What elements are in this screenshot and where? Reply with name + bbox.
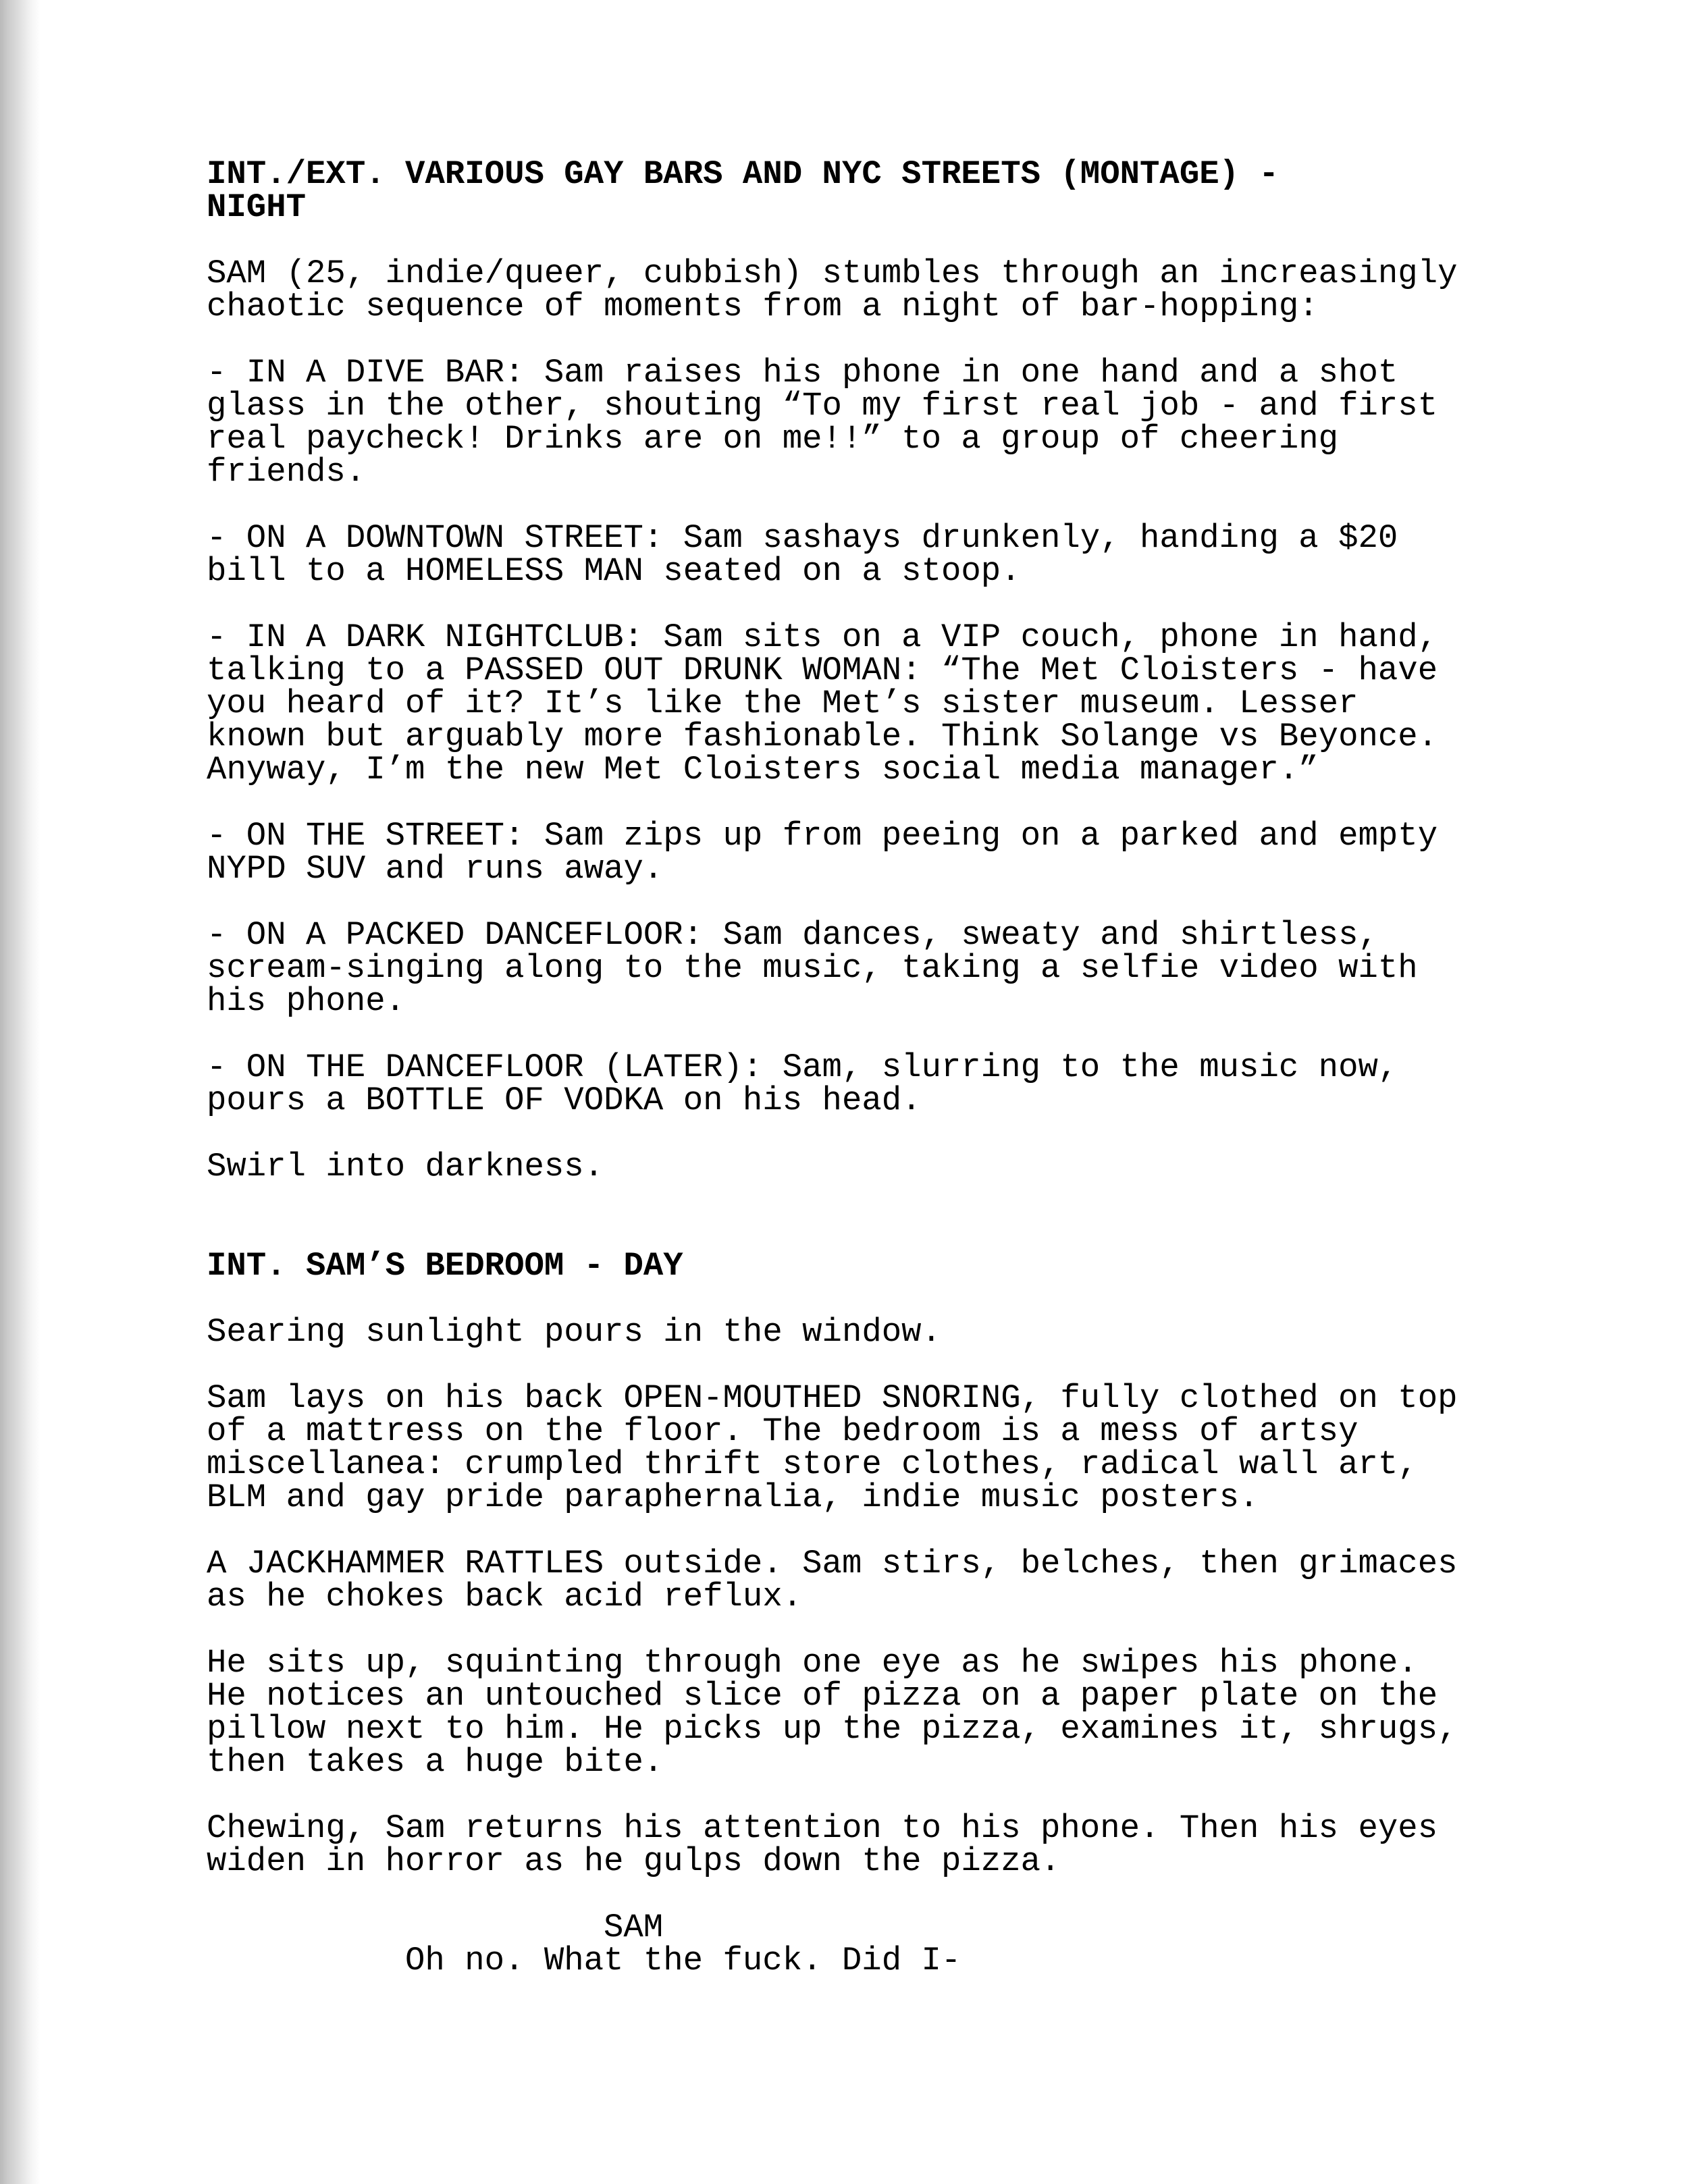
action-line: SAM (25, indie/queer, cubbish) stumbles through an increasingly <box>207 255 1458 292</box>
action-paragraph <box>207 1644 1557 1781</box>
action-line: He sits up, squinting through one eye as he swipes his phone. <box>207 1644 1418 1682</box>
action-line: - ON THE DANCEFLOOR (LATER): Sam, slurring to the music now, <box>207 1048 1398 1086</box>
transition-action <box>207 1148 1557 1186</box>
action-line: - ON A DOWNTOWN STREET: Sam sashays drunkenly, handing a $20 <box>207 519 1398 557</box>
action-line: widen in horror as he gulps down the pizza. <box>207 1842 1061 1880</box>
montage-beat-street <box>207 817 1557 888</box>
action-line: as he chokes back acid reflux. <box>207 1578 803 1616</box>
action-line: friends. <box>207 453 366 491</box>
scene-heading-line: INT./EXT. VARIOUS GAY BARS AND NYC STREETS (MONTAGE) - <box>207 155 1279 193</box>
action-paragraph <box>207 1379 1557 1516</box>
action-line: miscellanea: crumpled thrift store clothes, radical wall art, <box>207 1445 1418 1483</box>
scene-heading <box>207 1247 1557 1285</box>
scene-heading-line: NIGHT <box>207 188 307 226</box>
action-line: Chewing, Sam returns his attention to his phone. Then his eyes <box>207 1809 1438 1847</box>
action-line: - IN A DARK NIGHTCLUB: Sam sits on a VIP couch, phone in hand, <box>207 618 1438 656</box>
action-line: then takes a huge bite. <box>207 1743 664 1781</box>
character-cue: SAM <box>604 1909 664 1946</box>
action-line: - ON A PACKED DANCEFLOOR: Sam dances, sweaty and shirtless, <box>207 916 1378 954</box>
action-line: - ON THE STREET: Sam zips up from peeing on a parked and empty <box>207 817 1438 855</box>
action-line: pours a BOTTLE OF VODKA on his head. <box>207 1082 922 1119</box>
action-line: bill to a HOMELESS MAN seated on a stoop. <box>207 552 1021 590</box>
dialogue-block <box>207 1911 1557 1977</box>
action-line: Swirl into darkness. <box>207 1148 604 1186</box>
action-paragraph <box>207 1809 1557 1880</box>
dialogue-line: Oh no. What the fuck. Did I- <box>405 1942 961 1979</box>
screenplay-page <box>207 155 1557 1979</box>
montage-beat-dive-bar <box>207 356 1557 489</box>
action-line: Searing sunlight pours in the window. <box>207 1313 941 1351</box>
montage-beat-dancefloor-later <box>207 1048 1557 1119</box>
action-line: He notices an untouched slice of pizza on a paper plate on the <box>207 1677 1438 1715</box>
action-line: chaotic sequence of moments from a night of bar-hopping: <box>207 288 1319 325</box>
montage-beat-packed-dancefloor <box>207 916 1557 1020</box>
action-line: BLM and gay pride paraphernalia, indie music posters. <box>207 1479 1259 1516</box>
action-line: known but arguably more fashionable. Think Solange vs Beyonce. <box>207 718 1438 755</box>
action-line: Anyway, I’m the new Met Cloisters social media manager.” <box>207 751 1319 789</box>
action-line: glass in the other, shouting “To my first real job - and first <box>207 387 1438 425</box>
action-line: talking to a PASSED OUT DRUNK WOMAN: “The Met Cloisters - have <box>207 651 1438 689</box>
scene-heading <box>207 155 1557 226</box>
action-line: NYPD SUV and runs away. <box>207 850 664 888</box>
page-edge-shadow <box>0 0 41 2184</box>
action-line: you heard of it? It’s like the Met’s sister museum. Lesser <box>207 685 1359 722</box>
action-line: of a mattress on the floor. The bedroom is a mess of artsy <box>207 1412 1359 1450</box>
action-line: A JACKHAMMER RATTLES outside. Sam stirs, belches, then grimaces <box>207 1545 1458 1582</box>
montage-beat-downtown-street <box>207 519 1557 590</box>
action-line: pillow next to him. He picks up the pizza, examines it, shrugs, <box>207 1710 1458 1748</box>
action-line: Sam lays on his back OPEN-MOUTHED SNORING, fully clothed on top <box>207 1379 1458 1417</box>
scene-heading-line: INT. SAM’S BEDROOM - DAY <box>207 1247 683 1285</box>
action-line: scream-singing along to the music, taking a selfie video with <box>207 949 1418 987</box>
action-line: real paycheck! Drinks are on me!!” to a group of cheering <box>207 420 1339 458</box>
action-paragraph <box>207 257 1557 323</box>
action-line: - IN A DIVE BAR: Sam raises his phone in one hand and a shot <box>207 354 1398 392</box>
action-paragraph <box>207 1547 1557 1614</box>
action-paragraph <box>207 1313 1557 1351</box>
montage-beat-nightclub <box>207 618 1557 789</box>
action-line: his phone. <box>207 982 406 1020</box>
